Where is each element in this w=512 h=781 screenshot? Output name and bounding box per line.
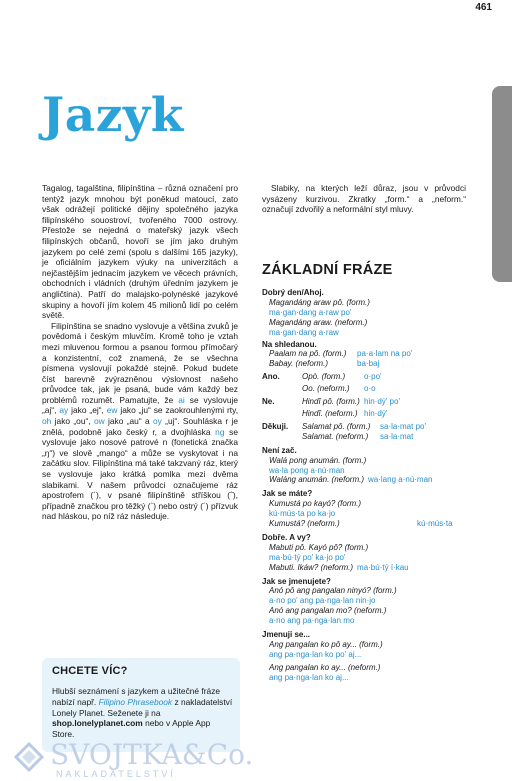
phrase-heading: Dobře. A vy? [262,532,311,542]
phrase-row: Salamat. (neform.) sa·la·mat [302,431,414,441]
phrase-row: Děkuji. Salamat pô. (form.) sa·la·mat po' [262,421,426,431]
more-info-text: Hlubší seznámení s jazykem a užitečné fráze nabízí např. Filipino Phrasebook z nakladatelství Lonely Planet. Seženete ji na shop.lonelyplanet.com nebo v Apple App Store. [52,686,233,740]
watermark-brand: SVOJTKA&Co. [50,738,254,771]
phrase-line: Ang pangalan ko pô ay... (form.) [269,640,383,649]
phrase-line: Anó pô ang pangalan ninyó? (form.) [269,586,397,596]
watermark-sub: NAKLADATELSTVÍ [56,769,176,779]
phrase-row: Oo. (neform.) o·o [302,384,376,394]
page-title: Jazyk [42,88,184,143]
page-number: 461 [475,2,492,13]
intro-paragraph-2: Filipínština se snadno vyslovuje a většina zvuků je povědomá i českým mluvčím. Kromě toho je vztah mezi mluvenou formou a psanou formou přímočarý a konzistentní, což znamená, že se všechna písmena vyslovují pokaždé stejně. Pokud budete číst barevně zvýrazněnou výslovnost našeho průvodce tak, jak je psaná, bude vám každý bez problémů rozumět. Pamatujte, že ai se vyslovuje „aj“, ay jako „ej“, ew jako „ju“ se zaokrouhlenými rty, oh jako „ou“, ow jako „au“ a oy „uj“. Souhláska r je znělá, podobně jako český r, a dvojhláska ng se vyslovuje jako nosové patrové n (fonetická značka „ŋ“) ve slově „mango“ a může se vyskytovat i na začátku slov. Filipínština má také takzvaný ráz, který se vyslovuje jako krátká pomlka mezi dvěma slabikami. V našem průvodci označujeme ráz apostrofem (´), v psané filipínštině stříškou (ˆ), případně značkou pro těžký (`) nebo ostrý (´) přízvuk nad hláskou, po níž ráz následuje. [42,320,239,522]
phrase-row: Babay. (neform.) ba·baj [269,359,380,369]
phrase-line: Kumustá po kayó? (form.) [269,499,362,509]
phrase-row: Mabuti. Ikáw? (neform.) ma·bú·tý í·kau [269,562,409,572]
phrase-heading: Na shledanou. [262,339,317,349]
phrase-pron: wa·la pong a·nú·man [269,465,345,475]
phrase-heading: Dobrý den/Ahoj. [262,288,324,297]
phrase-line: Magandáng araw pô. (form.) [269,297,370,307]
phrase-row: Waláng anumán. (neform.) wa·lang a·nú·man [269,475,433,485]
phrase-line: Anó ang pangalan mo? (neform.) [269,606,387,616]
shop-link[interactable]: shop.lonelyplanet.com [52,718,143,729]
phrase-pron: ma·gan·dang a·raw po' [269,307,352,317]
phrase-heading: Jak se jmenujete? [262,576,331,586]
phrase-line: Walá pong anumán. (form.) [269,455,367,465]
phrase-heading: Není zač. [262,445,297,455]
phrase-line: Mabuti pô. Kayó pô? (form.) [269,542,369,552]
intro-paragraph-1: Tagalog, tagalština, filipínština – různá označení pro tentýž jazyk mnohou být poněkud matoucí, zato však odrážejí politické dějiny společného jazyka filipínského souostroví, tvořeného 7000 ostrovy. Přestože se nejedná o mateřský jazyk všech filipínských občanů, hovoří se jím jako druhým jazykem po celé zemi (spolu s dalšími 165 jazyky), je oficiálním jazykem výuky na univerzitách a nejčastějším jednacím jazykem ve věcech právních, obchodních i vládních (druhým úředním jazykem je angličtina). Patří do malajsko-polynéské jazykové skupiny a hovoří jím kolem 45 milionů lidí po celém světě. [42,183,238,321]
notes-column [262,183,466,215]
phrase-row: Paalam na pô. (form.) pa·a·lam na po' [269,349,413,359]
more-info-title: CHCETE VÍC? [52,665,128,677]
phrase-pron: kú·mús·ta po ka·jo [269,509,336,519]
phrase-row: Ano. Opò. (form.) o·po' [262,372,382,382]
section-title: ZÁKLADNÍ FRÁZE [262,262,393,278]
publisher-watermark [0,736,512,781]
phrase-heading: Jmenuji se... [262,630,311,640]
phrase-pron: a·no ang pa·nga·lan mo [269,616,355,626]
phrase-pron: ang pa·nga·lan ko aj... [269,672,349,682]
phrase-row: Hindî. (neform.) hin·dý' [302,408,388,418]
phrase-row: Kumustá? (neform.) kú·mús·ta [269,519,453,529]
thumb-tab [492,86,512,282]
phrase-line: Magandáng araw. (neform.) [269,317,368,327]
phrase-pron: ang pa·nga·lan ko po' aj... [269,649,362,659]
notes-paragraph: Slabiky, na kterých leží důraz, jsou v průvodci vysázeny kurzivou. Zkratky „form.“ a „neform.“ označují zdvořilý a neformální styl mluvy. [262,183,466,215]
phrase-list [262,288,472,683]
phrase-pron: ma·gan·dang a·raw [269,327,339,337]
intro-column [42,183,238,522]
phrase-line: Ang pangalan ko ay... (neform.) [269,662,381,672]
phrase-row: Ne. Hindî pô. (form.) hin·dý' po' [262,397,400,407]
publisher-logo-icon [14,742,44,772]
phrase-pron: ma·bú·tý po' ka·jo po' [269,552,346,562]
phrase-heading: Jak se máte? [262,489,313,499]
phrase-pron: a·no po' ang pa·nga·lan nin·jo [269,596,376,606]
